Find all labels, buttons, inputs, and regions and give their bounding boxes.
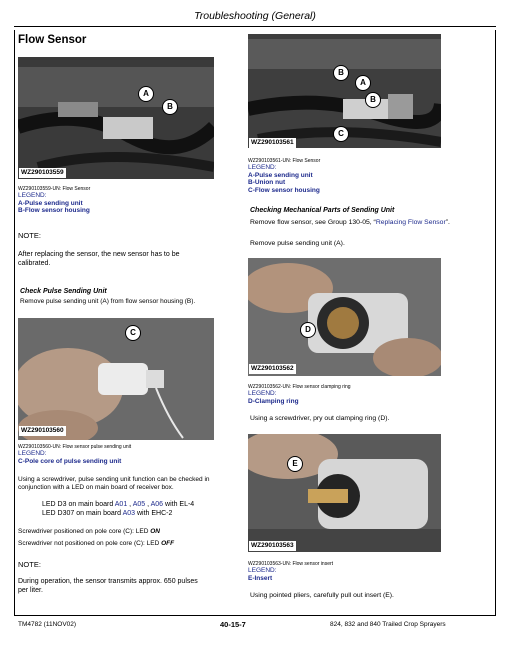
led-line-1 [42, 501, 194, 510]
legend-title: LEGEND: [248, 390, 277, 397]
photo-id: WZ290103562 [251, 365, 294, 372]
footer-left: TM4782 (11NOV02) [18, 621, 77, 628]
check-pulse-text: Remove pulse sending unit (A) from flow sensor housing (B). [20, 298, 196, 305]
remove-text: ”. [445, 219, 450, 226]
photo-id: WZ290103560 [21, 427, 64, 434]
photo-id: WZ290103563 [251, 542, 294, 549]
usage-line: Using a screwdriver, pulse sending unit function can be checked in [18, 476, 210, 483]
legend-item: B-Union nut [248, 179, 286, 186]
note-text [18, 251, 240, 268]
photo-insert-563 [248, 434, 441, 552]
photo-flow-sensor-559 [18, 57, 214, 179]
note-text-line: per liter. [18, 586, 43, 594]
link-a05[interactable]: A05 [132, 501, 146, 508]
legend-title: LEGEND: [18, 450, 47, 457]
note-text-line: During operation, the sensor transmits approx. 650 pulses [18, 578, 198, 585]
photo-clamping-ring-562 [248, 258, 441, 376]
figure-caption: WZ290103562-UN: Flow sensor clamping ring [248, 384, 351, 390]
pry-text: Using a screwdriver, pry out clamping ring (D). [250, 415, 390, 422]
legend-title: LEGEND: [18, 192, 47, 199]
section-title: Flow Sensor [18, 34, 87, 46]
callout-a: A [138, 86, 154, 102]
header-rule [14, 26, 496, 27]
legend-block [18, 192, 90, 215]
legend-block [18, 450, 121, 465]
callout-c: C [125, 325, 141, 341]
right-border [495, 30, 496, 615]
callout-a: A [355, 75, 371, 91]
legend-block [248, 567, 277, 582]
callout-d: D [300, 322, 316, 338]
led-text: LED D3 on main board [42, 501, 115, 508]
figure-caption: WZ290103561-UN: Flow Sensor [248, 158, 321, 164]
note-text [18, 578, 240, 595]
callout-b: B [333, 65, 349, 81]
pliers-text: Using pointed pliers, carefully pull out insert (E). [250, 592, 394, 599]
check-pulse-heading: Check Pulse Sending Unit [20, 288, 107, 295]
legend-item: A-Pulse sending unit [18, 199, 83, 207]
callout-c: C [333, 126, 349, 142]
link-replacing-flow-sensor[interactable]: Replacing Flow Sensor [375, 219, 446, 226]
photo-id: WZ290103561 [251, 139, 294, 146]
legend-item: D-Clamping ring [248, 397, 299, 405]
link-a06[interactable]: A06 [150, 501, 164, 508]
led-line-2 [42, 510, 172, 519]
led-text: with EL-4 [163, 501, 195, 508]
callout-b: B [162, 99, 178, 115]
remove-text: Remove flow sensor, see Group 130-05, “ [250, 219, 376, 226]
note-text-line: After replacing the sensor, the new sensor has to be [18, 251, 180, 258]
usage-line: conjunction with a LED on main board of receiver box. [18, 484, 174, 491]
footer-page-number: 40-15-7 [220, 620, 246, 629]
legend-item: B-Flow sensor housing [18, 207, 90, 214]
footer-right: 824, 832 and 840 Trailed Crop Sprayers [330, 621, 446, 628]
footer-rule [14, 615, 496, 616]
off-text: Screwdriver not positioned on pole core (C): LED [18, 540, 162, 547]
legend-item: C-Flow sensor housing [248, 186, 320, 194]
legend-block [248, 390, 299, 405]
led-text: with EHC-2 [135, 510, 173, 517]
note-label: NOTE: [18, 231, 41, 240]
left-border [14, 30, 15, 615]
legend-block [248, 164, 320, 194]
note-text-line: calibrated. [18, 259, 51, 267]
on-value: ON [150, 528, 160, 535]
remove-sensor-text [250, 219, 474, 228]
page-header-title: Troubleshooting (General) [194, 10, 316, 22]
figure-caption: WZ290103559-UN: Flow Sensor [18, 186, 91, 192]
figure-caption: WZ290103563-UN: Flow sensor insert [248, 561, 334, 567]
link-a01[interactable]: A01 [114, 501, 128, 508]
separator: , [145, 501, 151, 508]
note-label: NOTE: [18, 560, 41, 569]
legend-item: C-Pole core of pulse sending unit [18, 457, 122, 465]
separator: , [127, 501, 133, 508]
photo-pulse-sending-unit-560 [18, 318, 214, 440]
legend-item: A-Pulse sending unit [248, 171, 313, 179]
mechanical-heading: Checking Mechanical Parts of Sending Unit [250, 207, 395, 214]
link-a03[interactable]: A03 [122, 510, 136, 517]
callout-b: B [365, 92, 381, 108]
off-value: OFF [161, 540, 175, 547]
screwdriver-off-line [18, 540, 174, 549]
led-text: LED D307 on main board [42, 510, 123, 517]
legend-item: E-Insert [248, 574, 273, 582]
usage-text [18, 476, 240, 492]
on-text: Screwdriver positioned on pole core (C): LED [18, 528, 151, 535]
callout-e: E [287, 456, 303, 472]
legend-title: LEGEND: [248, 567, 277, 574]
legend-title: LEGEND: [248, 164, 277, 171]
screwdriver-on-line [18, 528, 160, 537]
photo-id: WZ290103559 [21, 169, 64, 176]
remove-pulse-text: Remove pulse sending unit (A). [250, 240, 345, 247]
figure-caption: WZ290103560-UN: Flow sensor pulse sending unit [18, 444, 132, 450]
